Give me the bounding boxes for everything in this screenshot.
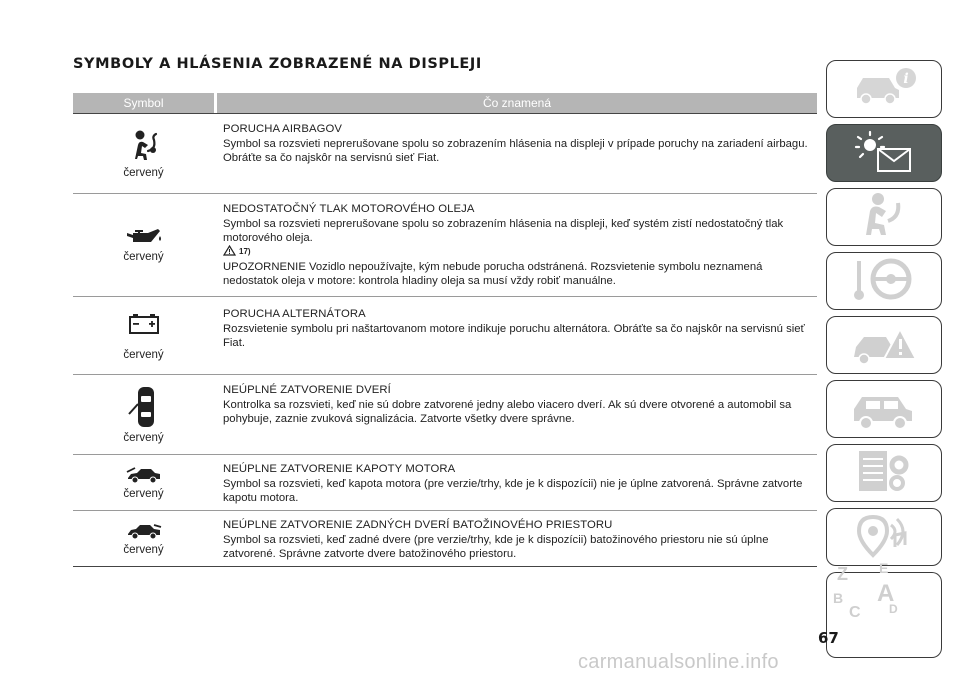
index-letter: B (833, 590, 844, 606)
meaning-cell (214, 194, 817, 296)
emergency-icon (848, 319, 920, 372)
symbol-cell (73, 455, 214, 510)
light-color: červený (123, 431, 164, 444)
light-color: červený (123, 166, 164, 179)
symbol-cell (73, 511, 214, 566)
table-row (73, 511, 817, 567)
meaning-cell (214, 375, 817, 454)
tab-safety[interactable] (826, 188, 942, 246)
specs-gear-icon (851, 447, 917, 500)
seat-safety-icon (854, 191, 914, 244)
symbol-cell (73, 375, 214, 454)
row-heading: PORUCHA AIRBAGOV (223, 123, 342, 135)
meaning-cell (214, 297, 817, 374)
row-text: Symbol sa rozsvieti neprerušovane spolu so zobrazením hlásenia na displeji, keď systém zistí nedostatočný tlak motorového oleja. (223, 217, 784, 245)
index-letter: D (889, 602, 898, 616)
row-text: Symbol sa rozsvieti, keď zadné dvere (pre verzie/trhy, kde je k dispozícii) batožinového priestoru nie sú úplne zatvorené. Správne zatvorte dvere batožinového priestoru. (223, 533, 769, 561)
oil-pressure-icon (124, 227, 164, 247)
battery-icon (127, 311, 161, 335)
light-color: červený (123, 251, 164, 263)
index-letter: C (849, 604, 861, 621)
row-heading: PORUCHA ALTERNÁTORA (223, 308, 366, 320)
row-text: Symbol sa rozsvieti, keď kapota motora (pre verzie/trhy, kde je k dispozícii) nie je úplne zatvorená. Správne zatvorte kapotu motora. (223, 477, 803, 505)
light-color: červený (123, 487, 164, 500)
table-row (73, 113, 817, 194)
meaning-cell (214, 511, 817, 566)
page-title: SYMBOLY A HLÁSENIA ZOBRAZENÉ NA DISPLEJI (73, 56, 482, 72)
car-info-icon (849, 66, 919, 113)
table-header (73, 93, 817, 113)
table-row (73, 297, 817, 375)
symbol-cell (73, 194, 214, 296)
row-text: Rozsvietenie symbolu pri naštartovanom motore indikuje poruchu alternátora. Obráťte sa čo najskôr na servisnú sieť Fiat. (223, 322, 805, 350)
index-letter: Z (837, 564, 848, 584)
row-heading: NEÚPLNE ZATVORENIE ZADNÝCH DVERÍ BATOŽINOVÉHO PRIESTORU (223, 519, 613, 531)
header-symbol: Symbol (73, 93, 214, 113)
row-text: Symbol sa rozsvieti neprerušovane spolu so zobrazením hlásenia na displeji v prípade poruchy na zariadení airbagu. Obráťte sa čo najskôr na servisnú sieť Fiat. (223, 137, 808, 165)
table-row (73, 455, 817, 511)
index-letter: A (877, 580, 895, 607)
warning-text: UPOZORNENIE Vozidlo nepoužívajte, kým nebude porucha odstránená. Rozsvietenie symbolu neznamená nedostatok oleja v motore: kontrola hladiny oleja sa musí vždy robiť manuálne. (223, 260, 763, 288)
tab-emergency[interactable] (826, 316, 942, 374)
multimedia-icon (851, 511, 917, 564)
page-number: 67 (818, 629, 839, 647)
row-text: Kontrolka sa rozsvieti, keď nie sú dobre zatvorené jedny alebo viacero dverí. Ak sú dvere otvorené a automobil sa pohybuje, zaznie zvuková signalizácia. Zatvorte všetky dvere správne. (223, 398, 792, 426)
svg-text:i: i (903, 70, 909, 87)
warning-ref: 17) (239, 247, 251, 257)
meaning-cell (214, 114, 817, 193)
symbols-table (73, 93, 817, 567)
car-maintenance-icon (846, 383, 922, 436)
index-letters-icon (826, 560, 942, 658)
bonnet-open-icon (126, 466, 162, 484)
row-heading: NEÚPLNE ZATVORENIE KAPOTY MOTORA (223, 463, 456, 475)
key-steering-icon (849, 255, 919, 308)
header-meaning: Čo znamená (217, 93, 817, 113)
tab-multimedia[interactable] (826, 508, 942, 566)
warning-light-message-icon (848, 129, 920, 178)
tab-car-info[interactable] (826, 60, 942, 118)
light-color: červený (123, 543, 164, 556)
warning-marker (223, 246, 817, 260)
row-heading: NEÚPLNÉ ZATVORENIE DVERÍ (223, 384, 391, 396)
tab-maintenance[interactable] (826, 380, 942, 438)
door-open-icon (126, 386, 162, 428)
symbol-cell (73, 114, 214, 193)
row-heading: NEDOSTATOČNÝ TLAK MOTOROVÉHO OLEJA (223, 203, 475, 215)
tab-technical-data[interactable] (826, 444, 942, 502)
watermark: carmanualsonline.info (578, 651, 779, 673)
tab-starting[interactable] (826, 252, 942, 310)
warning-triangle-icon (223, 245, 236, 261)
table-row (73, 375, 817, 455)
boot-open-icon (126, 522, 162, 540)
symbol-cell (73, 297, 214, 374)
table-row (73, 194, 817, 297)
airbag-warning-icon (126, 129, 162, 163)
meaning-cell (214, 455, 817, 510)
tab-warning-lights[interactable] (826, 124, 942, 182)
light-color: červený (123, 348, 164, 361)
index-letter: E (879, 560, 889, 576)
